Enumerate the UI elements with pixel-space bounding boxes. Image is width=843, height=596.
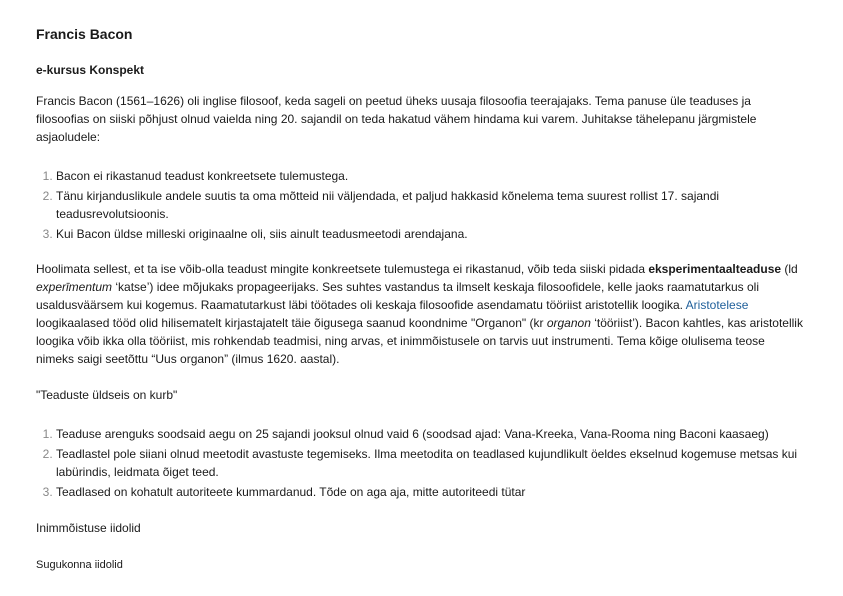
latin-term: experīmentum <box>36 280 113 294</box>
paragraph-text: (ld <box>781 262 798 276</box>
page-subtitle: e-kursus Konspekt <box>36 63 145 77</box>
tribe-idols-heading: Sugukonna iidolid <box>36 559 123 571</box>
paragraph-text: ‘tööriist’). Bacon kahtles, kas aristotellik loogika võib ikka olla tööriist, mis rohkendab teadmisi, ning arvas, et inimmõistusele on tarvis uut instrumenti. Tema kõige olulisema teose nimeks saigi seetõttu “Uus organon” (ilmus 1620. aastal). <box>36 316 803 366</box>
paragraph-text: loogikaalased tööd olid hilisematelt kirjastajatelt täie õigusega saanud koondnime "Organon" (kr <box>36 316 547 330</box>
greek-term: organon <box>546 316 591 330</box>
claims-list <box>36 167 806 243</box>
intro-paragraph: Francis Bacon (1561–1626) oli inglise filosoof, keda sageli on peetud üheks uusaja filosoofia teerajajaks. Tema panuse üle teaduses ja filosoofias on siiski põhjust olnud vaielda ning 20. sajandil on teda hakatud vähem hindama kui varem. Juhitakse tähelepanu järgmistele asjaoludele: <box>36 94 757 144</box>
paragraph-text: Hoolimata sellest, et ta ise võib-olla teadust mingite konkreetsete tulemustega ei rikastanud, võib teda siiski pidada <box>36 262 649 276</box>
list-item: 3. Kui Bacon üldse milleski originaalne oli, siis ainult teadusmeetodi arendajana. <box>56 225 806 243</box>
paragraph-text: ‘katse’) idee mõjukaks propageerijaks. Ses suhtes vastandus ta ilmselt keskaja filosoofidele, kelle jaoks raamatutarkus oli usaldusväärsem kui kogemus. Raamatutarkust läbi töötades oli keskaja filosoofide asendamatu tööriist aristotellik loogika. <box>36 280 760 312</box>
list-item: 2. Teadlastel pole siiani olnud meetodit avastuste tegemiseks. Ilma meetodita on teadlased kujundlikult öeldes ekselnud kogemuse metsas kui labürindis, leidmata õiget teed. <box>56 445 806 481</box>
page-title: Francis Bacon <box>36 26 133 42</box>
idols-heading: Inimmõistuse iidolid <box>36 521 141 535</box>
experimental-science-paragraph <box>36 260 806 368</box>
list-item: 1. Teaduse arenguks soodsaid aegu on 25 sajandi jooksul olnud vaid 6 (soodsad ajad: Vana-Kreeka, Vana-Rooma ning Baconi kaasaeg) <box>56 425 806 443</box>
science-state-list <box>36 425 806 501</box>
term-experimental-science: eksperimentaalteaduse <box>648 262 782 276</box>
quote-heading: "Teaduste üldseis on kurb" <box>36 388 178 402</box>
list-item: 2. Tänu kirjanduslikule andele suutis ta oma mõtteid nii väljendada, et paljud hakkasid kõnelema tema suurest rollist 17. sajandi teadusrevolutsioonis. <box>56 187 806 223</box>
list-item: 3. Teadlased on kohatult autoriteete kummardanud. Tõde on aga aja, mitte autoriteedi tütar <box>56 483 806 501</box>
document-page <box>36 22 806 574</box>
aristotle-link[interactable]: Aristotelese <box>685 298 749 312</box>
list-item: 1. Bacon ei rikastanud teadust konkreetsete tulemustega. <box>56 167 806 185</box>
